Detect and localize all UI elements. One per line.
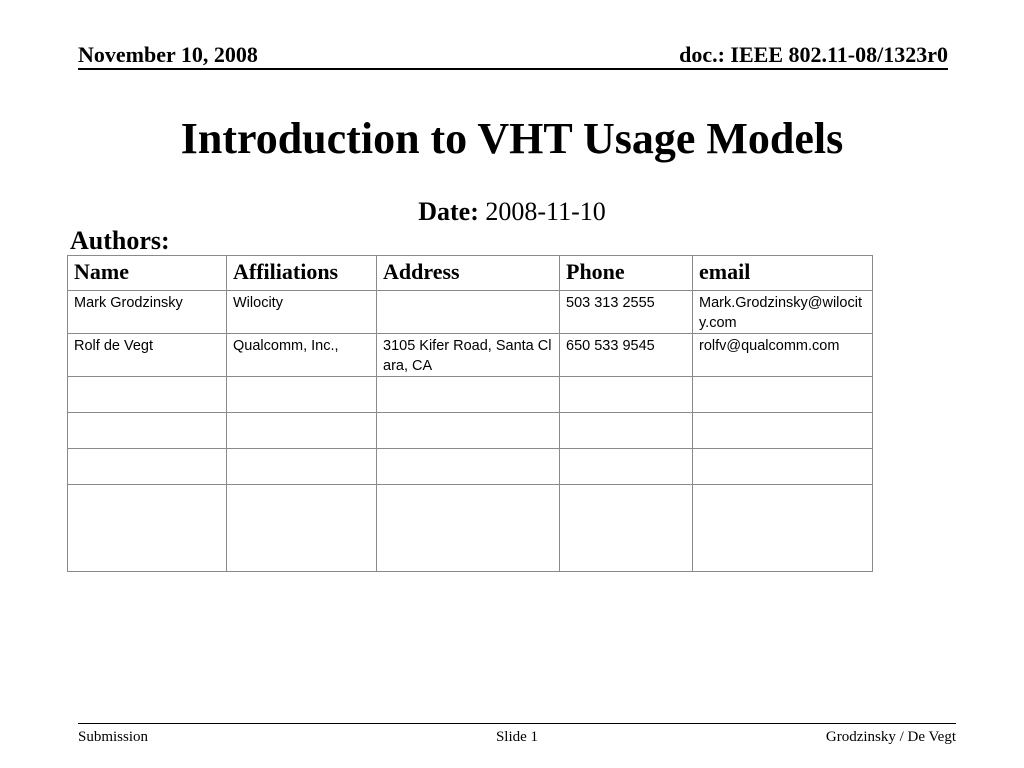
table-row bbox=[68, 291, 873, 334]
cell-phone: 650 533 9545 bbox=[560, 334, 693, 377]
cell-name: Rolf de Vegt bbox=[68, 334, 227, 377]
cell-phone bbox=[560, 449, 693, 485]
date-label: Date: bbox=[418, 197, 479, 226]
authors-label: Authors: bbox=[70, 226, 170, 255]
cell-address: 3105 Kifer Road, Santa Clara, CA bbox=[377, 334, 560, 377]
cell-phone bbox=[560, 413, 693, 449]
cell-phone: 503 313 2555 bbox=[560, 291, 693, 334]
cell-affiliation bbox=[227, 377, 377, 413]
cell-address bbox=[377, 377, 560, 413]
footer-submission: Submission bbox=[78, 729, 149, 745]
column-header-name: Name bbox=[68, 256, 227, 291]
cell-name bbox=[68, 377, 227, 413]
cell-affiliation: Wilocity bbox=[227, 291, 377, 334]
column-header-email: email bbox=[693, 256, 873, 291]
cell-address bbox=[377, 449, 560, 485]
cell-address bbox=[377, 485, 560, 572]
cell-name bbox=[68, 449, 227, 485]
cell-address bbox=[377, 413, 560, 449]
column-header-address: Address bbox=[377, 256, 560, 291]
table-row bbox=[68, 449, 873, 485]
cell-phone bbox=[560, 377, 693, 413]
date-value: 2008-11-10 bbox=[485, 197, 606, 226]
header-doc-id: doc.: IEEE 802.11-08/1323r0 bbox=[679, 42, 948, 67]
cell-email bbox=[693, 449, 873, 485]
table-row bbox=[68, 334, 873, 377]
table-header-row bbox=[68, 256, 873, 291]
column-header-affiliations: Affiliations bbox=[227, 256, 377, 291]
cell-email bbox=[693, 413, 873, 449]
slide-title: Introduction to VHT Usage Models bbox=[180, 114, 844, 163]
cell-address bbox=[377, 291, 560, 334]
header-date: November 10, 2008 bbox=[78, 42, 258, 67]
cell-name: Mark Grodzinsky bbox=[68, 291, 227, 334]
date-line bbox=[0, 196, 1024, 228]
cell-email: rolfv@qualcomm.com bbox=[693, 334, 873, 377]
cell-affiliation bbox=[227, 413, 377, 449]
slide-footer bbox=[78, 723, 956, 750]
cell-email: Mark.Grodzinsky@wilocity.com bbox=[693, 291, 873, 334]
cell-phone bbox=[560, 485, 693, 572]
authors-table bbox=[67, 255, 873, 572]
slide-header bbox=[78, 42, 948, 70]
table-row bbox=[68, 485, 873, 572]
cell-affiliation bbox=[227, 485, 377, 572]
footer-authors: Grodzinsky / De Vegt bbox=[825, 729, 956, 745]
table-row bbox=[68, 413, 873, 449]
table-row bbox=[68, 377, 873, 413]
cell-affiliation: Qualcomm, Inc., bbox=[227, 334, 377, 377]
column-header-phone: Phone bbox=[560, 256, 693, 291]
cell-name bbox=[68, 485, 227, 572]
cell-affiliation bbox=[227, 449, 377, 485]
cell-name bbox=[68, 413, 227, 449]
cell-email bbox=[693, 377, 873, 413]
cell-email bbox=[693, 485, 873, 572]
footer-slide-number: Slide 1 bbox=[495, 729, 539, 745]
